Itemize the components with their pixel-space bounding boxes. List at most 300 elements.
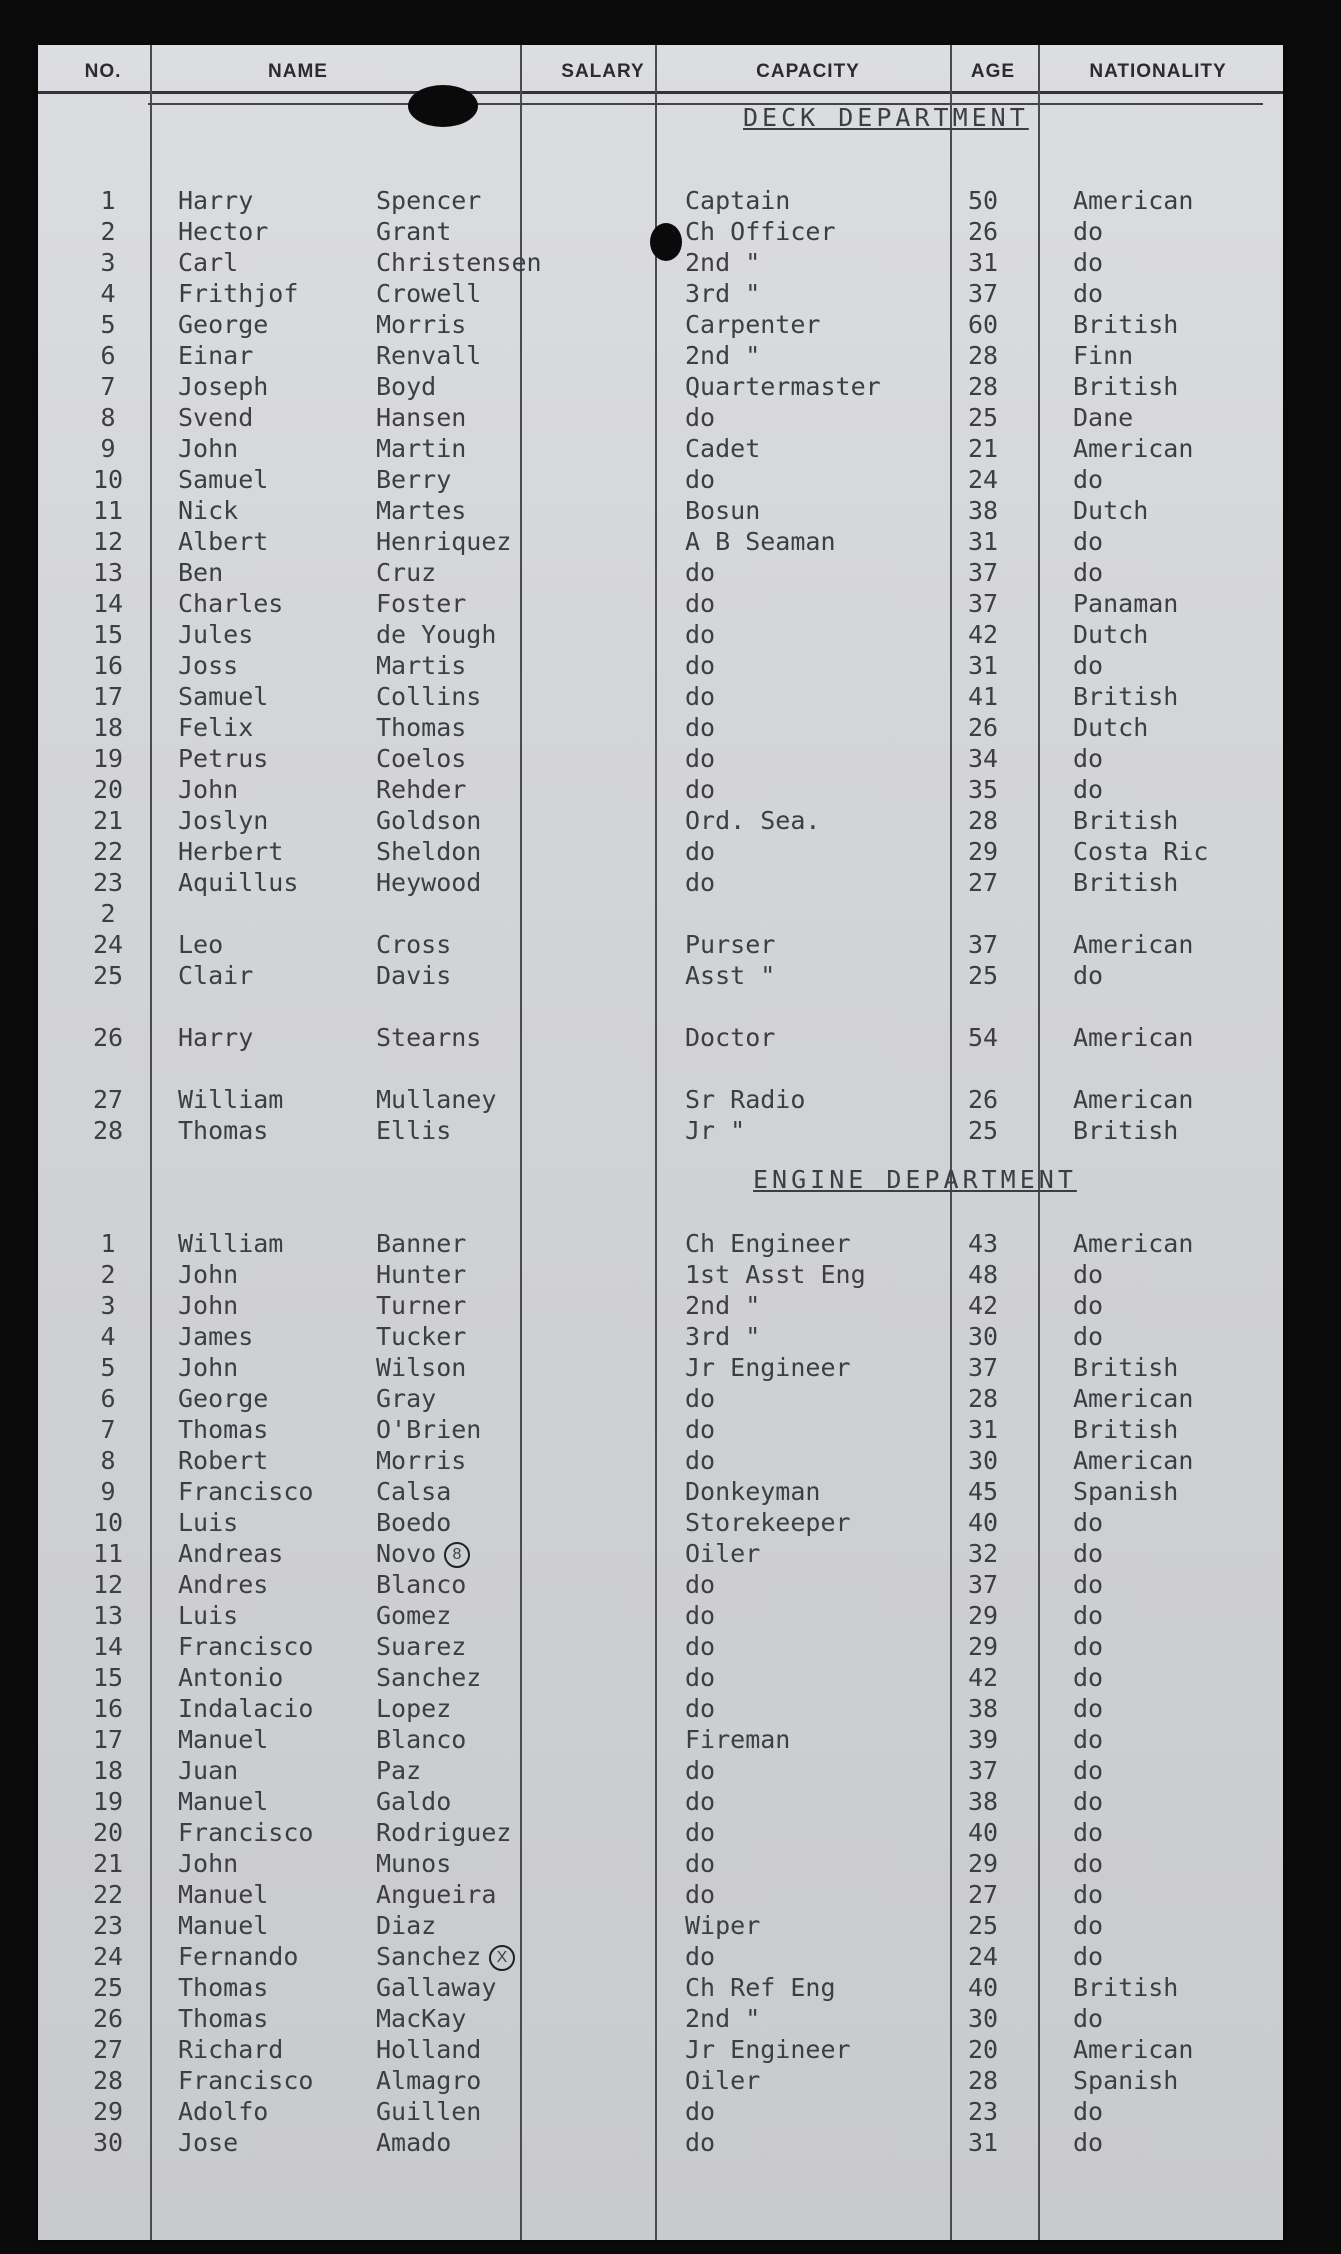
last-name: Tucker bbox=[376, 1322, 467, 1351]
age: 32 bbox=[967, 1539, 999, 1568]
last-name: Banner bbox=[376, 1229, 467, 1258]
table-row bbox=[38, 340, 1283, 371]
crew-number: 3 bbox=[100, 248, 116, 277]
header-name: NAME bbox=[268, 61, 328, 82]
nationality: do bbox=[1073, 2004, 1104, 2033]
table-row bbox=[38, 1115, 1283, 1146]
table-row bbox=[38, 712, 1283, 743]
last-name: Heywood bbox=[376, 868, 482, 897]
first-name: William bbox=[178, 1229, 284, 1258]
age: 42 bbox=[967, 1291, 999, 1320]
table-row bbox=[38, 1724, 1283, 1755]
first-name: Luis bbox=[178, 1508, 239, 1537]
last-name: Cruz bbox=[376, 558, 437, 587]
first-name: Antonio bbox=[178, 1663, 284, 1692]
crew-number: 22 bbox=[92, 1880, 124, 1909]
table-row bbox=[38, 433, 1283, 464]
crew-number: 13 bbox=[92, 558, 124, 587]
capacity: do bbox=[685, 1663, 716, 1692]
last-name: Christensen bbox=[376, 248, 542, 277]
capacity: do bbox=[685, 837, 716, 866]
age: 29 bbox=[967, 837, 999, 866]
age: 30 bbox=[967, 2004, 999, 2033]
last-name: Morris bbox=[376, 1446, 467, 1475]
nationality: do bbox=[1073, 961, 1104, 990]
nationality: do bbox=[1073, 2128, 1104, 2157]
crew-number: 21 bbox=[92, 806, 124, 835]
table-row bbox=[38, 2065, 1283, 2096]
header-rule bbox=[38, 91, 1283, 94]
first-name: Aquillus bbox=[178, 868, 299, 897]
capacity: do bbox=[685, 1942, 716, 1971]
table-row bbox=[38, 1084, 1283, 1115]
capacity: do bbox=[685, 2097, 716, 2126]
nationality: do bbox=[1073, 1539, 1104, 1568]
capacity: Carpenter bbox=[685, 310, 821, 339]
crew-number: 7 bbox=[100, 1415, 116, 1444]
table-row bbox=[38, 960, 1283, 991]
last-name: Gray bbox=[376, 1384, 437, 1413]
crew-number: 5 bbox=[100, 310, 116, 339]
first-name: William bbox=[178, 1085, 284, 1114]
last-name: Cross bbox=[376, 930, 452, 959]
capacity: 3rd " bbox=[685, 279, 761, 308]
age: 30 bbox=[967, 1446, 999, 1475]
age: 42 bbox=[967, 1663, 999, 1692]
nationality: do bbox=[1073, 1632, 1104, 1661]
first-name: James bbox=[178, 1322, 254, 1351]
age: 26 bbox=[967, 713, 999, 742]
crew-number: 20 bbox=[92, 1818, 124, 1847]
age: 35 bbox=[967, 775, 999, 804]
table-row bbox=[38, 1383, 1283, 1414]
first-name: Thomas bbox=[178, 2004, 269, 2033]
table-row bbox=[38, 2127, 1283, 2158]
capacity: do bbox=[685, 1818, 716, 1847]
first-name: Joseph bbox=[178, 372, 269, 401]
table-row bbox=[38, 929, 1283, 960]
nationality: do bbox=[1073, 1787, 1104, 1816]
capacity: do bbox=[685, 558, 716, 587]
header-rule-secondary bbox=[148, 103, 1263, 105]
capacity: do bbox=[685, 1601, 716, 1630]
age: 60 bbox=[967, 310, 999, 339]
capacity: Oiler bbox=[685, 1539, 761, 1568]
table-row bbox=[38, 402, 1283, 433]
table-row bbox=[38, 216, 1283, 247]
nationality: do bbox=[1073, 1508, 1104, 1537]
age: 24 bbox=[967, 465, 999, 494]
last-name: Almagro bbox=[376, 2066, 482, 2095]
age: 38 bbox=[967, 1694, 999, 1723]
crew-number: 11 bbox=[92, 1539, 124, 1568]
capacity: do bbox=[685, 651, 716, 680]
capacity: Storekeeper bbox=[685, 1508, 851, 1537]
first-name: Adolfo bbox=[178, 2097, 269, 2126]
last-name: Amado bbox=[376, 2128, 452, 2157]
crew-number: 12 bbox=[92, 1570, 124, 1599]
age: 31 bbox=[967, 248, 999, 277]
table-row bbox=[38, 1910, 1283, 1941]
nationality: Panaman bbox=[1073, 589, 1179, 618]
table-row bbox=[38, 1755, 1283, 1786]
age: 29 bbox=[967, 1632, 999, 1661]
last-name: Martis bbox=[376, 651, 467, 680]
age: 37 bbox=[967, 1353, 999, 1382]
age: 28 bbox=[967, 341, 999, 370]
nationality: do bbox=[1073, 1880, 1104, 1909]
nationality: do bbox=[1073, 1322, 1104, 1351]
last-name: Rehder bbox=[376, 775, 467, 804]
table-row bbox=[38, 1662, 1283, 1693]
crew-number: 24 bbox=[92, 1942, 124, 1971]
table-row bbox=[38, 185, 1283, 216]
first-name: George bbox=[178, 1384, 269, 1413]
capacity: A B Seaman bbox=[685, 527, 836, 556]
age: 38 bbox=[967, 1787, 999, 1816]
nationality: do bbox=[1073, 1725, 1104, 1754]
crew-number: 13 bbox=[92, 1601, 124, 1630]
crew-number: 9 bbox=[100, 1477, 116, 1506]
first-name: Thomas bbox=[178, 1415, 269, 1444]
crew-number: 18 bbox=[92, 713, 124, 742]
nationality: Finn bbox=[1073, 341, 1134, 370]
nationality: British bbox=[1073, 1415, 1179, 1444]
capacity: Quartermaster bbox=[685, 372, 881, 401]
crew-list-page bbox=[38, 45, 1283, 2240]
crew-number: 14 bbox=[92, 1632, 124, 1661]
first-name: Thomas bbox=[178, 1973, 269, 2002]
crew-number: 6 bbox=[100, 1384, 116, 1413]
crew-number: 22 bbox=[92, 837, 124, 866]
last-name: Goldson bbox=[376, 806, 482, 835]
capacity: do bbox=[685, 1446, 716, 1475]
nationality: American bbox=[1073, 186, 1194, 215]
age: 37 bbox=[967, 930, 999, 959]
first-name: Samuel bbox=[178, 465, 269, 494]
table-row bbox=[38, 278, 1283, 309]
circled-mark: X bbox=[489, 1945, 515, 1971]
table-row bbox=[38, 1053, 1283, 1084]
table-row bbox=[38, 619, 1283, 650]
nationality: do bbox=[1073, 248, 1104, 277]
last-name: Martin bbox=[376, 434, 467, 463]
capacity: do bbox=[685, 1415, 716, 1444]
first-name: Manuel bbox=[178, 1725, 269, 1754]
capacity: do bbox=[685, 620, 716, 649]
nationality: do bbox=[1073, 651, 1104, 680]
nationality: do bbox=[1073, 744, 1104, 773]
table-row bbox=[38, 1848, 1283, 1879]
header-age: AGE bbox=[970, 61, 1016, 82]
first-name: Petrus bbox=[178, 744, 269, 773]
age: 40 bbox=[967, 1818, 999, 1847]
table-row bbox=[38, 1972, 1283, 2003]
crew-number: 9 bbox=[100, 434, 116, 463]
last-name: Hunter bbox=[376, 1260, 467, 1289]
last-name: Davis bbox=[376, 961, 452, 990]
nationality: Dutch bbox=[1073, 620, 1149, 649]
age: 26 bbox=[967, 217, 999, 246]
first-name: John bbox=[178, 1260, 239, 1289]
header-salary: SALARY bbox=[561, 61, 645, 82]
age: 34 bbox=[967, 744, 999, 773]
table-row bbox=[38, 898, 1283, 929]
capacity: do bbox=[685, 1756, 716, 1785]
nationality: American bbox=[1073, 1446, 1194, 1475]
table-row bbox=[38, 1941, 1283, 1972]
age: 38 bbox=[967, 496, 999, 525]
nationality: do bbox=[1073, 527, 1104, 556]
crew-number: 20 bbox=[92, 775, 124, 804]
last-name: Crowell bbox=[376, 279, 482, 308]
table-row bbox=[38, 1321, 1283, 1352]
nationality: British bbox=[1073, 310, 1179, 339]
crew-number: 4 bbox=[100, 1322, 116, 1351]
age: 40 bbox=[967, 1508, 999, 1537]
crew-number: 2 bbox=[100, 217, 116, 246]
crew-number: 14 bbox=[92, 589, 124, 618]
table-row bbox=[38, 464, 1283, 495]
age: 31 bbox=[967, 527, 999, 556]
age: 37 bbox=[967, 1756, 999, 1785]
crew-number: 25 bbox=[92, 1973, 124, 2002]
first-name: Harry bbox=[178, 1023, 254, 1052]
table-row bbox=[38, 1507, 1283, 1538]
nationality: British bbox=[1073, 1353, 1179, 1382]
table-row bbox=[38, 1290, 1283, 1321]
last-name: Sanchez bbox=[376, 1942, 482, 1971]
ink-blot bbox=[408, 85, 478, 127]
first-name: Francisco bbox=[178, 1818, 314, 1847]
table-row bbox=[38, 1414, 1283, 1445]
crew-number: 26 bbox=[92, 2004, 124, 2033]
first-name: Thomas bbox=[178, 1116, 269, 1145]
nationality: American bbox=[1073, 1229, 1194, 1258]
first-name: Frithjof bbox=[178, 279, 299, 308]
age: 25 bbox=[967, 403, 999, 432]
crew-number: 6 bbox=[100, 341, 116, 370]
age: 37 bbox=[967, 558, 999, 587]
nationality: British bbox=[1073, 868, 1179, 897]
nationality: British bbox=[1073, 806, 1179, 835]
first-name: Luis bbox=[178, 1601, 239, 1630]
table-row bbox=[38, 371, 1283, 402]
table-row bbox=[38, 991, 1283, 1022]
last-name: Sheldon bbox=[376, 837, 482, 866]
last-name: Novo bbox=[376, 1539, 437, 1568]
crew-number: 19 bbox=[92, 1787, 124, 1816]
last-name: Mullaney bbox=[376, 1085, 497, 1114]
first-name: Felix bbox=[178, 713, 254, 742]
last-name: Calsa bbox=[376, 1477, 452, 1506]
first-name: Einar bbox=[178, 341, 254, 370]
engine-department-title: ENGINE DEPARTMENT bbox=[753, 1165, 1077, 1194]
table-row bbox=[38, 2003, 1283, 2034]
nationality: do bbox=[1073, 1818, 1104, 1847]
age: 26 bbox=[967, 1085, 999, 1114]
table-row bbox=[38, 557, 1283, 588]
crew-number: 16 bbox=[92, 651, 124, 680]
first-name: Andreas bbox=[178, 1539, 284, 1568]
crew-number: 27 bbox=[92, 2035, 124, 2064]
table-row bbox=[38, 1476, 1283, 1507]
capacity: 2nd " bbox=[685, 248, 761, 277]
first-name: Manuel bbox=[178, 1880, 269, 1909]
crew-number: 17 bbox=[92, 1725, 124, 1754]
capacity: do bbox=[685, 713, 716, 742]
nationality: British bbox=[1073, 1116, 1179, 1145]
last-name: Turner bbox=[376, 1291, 467, 1320]
first-name: Francisco bbox=[178, 1477, 314, 1506]
crew-number: 3 bbox=[100, 1291, 116, 1320]
age: 29 bbox=[967, 1601, 999, 1630]
last-name: Gomez bbox=[376, 1601, 452, 1630]
capacity: 2nd " bbox=[685, 341, 761, 370]
age: 37 bbox=[967, 589, 999, 618]
capacity: do bbox=[685, 403, 716, 432]
first-name: John bbox=[178, 1353, 239, 1382]
last-name: Coelos bbox=[376, 744, 467, 773]
crew-number: 4 bbox=[100, 279, 116, 308]
age: 21 bbox=[967, 434, 999, 463]
table-row bbox=[38, 836, 1283, 867]
crew-number: 10 bbox=[92, 465, 124, 494]
first-name: Hector bbox=[178, 217, 269, 246]
table-row bbox=[38, 1631, 1283, 1662]
age: 28 bbox=[967, 372, 999, 401]
last-name: Ellis bbox=[376, 1116, 452, 1145]
first-name: Carl bbox=[178, 248, 239, 277]
circled-mark: 8 bbox=[444, 1542, 470, 1568]
age: 41 bbox=[967, 682, 999, 711]
last-name: Thomas bbox=[376, 713, 467, 742]
capacity: do bbox=[685, 1570, 716, 1599]
age: 24 bbox=[967, 1942, 999, 1971]
nationality: Dane bbox=[1073, 403, 1134, 432]
capacity: do bbox=[685, 1384, 716, 1413]
first-name: Samuel bbox=[178, 682, 269, 711]
first-name: Robert bbox=[178, 1446, 269, 1475]
nationality: Dutch bbox=[1073, 713, 1149, 742]
nationality: do bbox=[1073, 2097, 1104, 2126]
age: 43 bbox=[967, 1229, 999, 1258]
nationality: American bbox=[1073, 1384, 1194, 1413]
capacity: Jr Engineer bbox=[685, 1353, 851, 1382]
nationality: do bbox=[1073, 558, 1104, 587]
age: 23 bbox=[967, 2097, 999, 2126]
first-name: Herbert bbox=[178, 837, 284, 866]
last-name: Renvall bbox=[376, 341, 482, 370]
nationality: American bbox=[1073, 930, 1194, 959]
first-name: Indalacio bbox=[178, 1694, 314, 1723]
first-name: Jose bbox=[178, 2128, 239, 2157]
first-name: John bbox=[178, 434, 239, 463]
table-row bbox=[38, 1445, 1283, 1476]
table-row bbox=[38, 1600, 1283, 1631]
last-name: Holland bbox=[376, 2035, 482, 2064]
nationality: do bbox=[1073, 1663, 1104, 1692]
nationality: Dutch bbox=[1073, 496, 1149, 525]
crew-number: 10 bbox=[92, 1508, 124, 1537]
crew-number: 15 bbox=[92, 620, 124, 649]
age: 20 bbox=[967, 2035, 999, 2064]
capacity: do bbox=[685, 1694, 716, 1723]
first-name: Nick bbox=[178, 496, 239, 525]
age: 25 bbox=[967, 961, 999, 990]
age: 50 bbox=[967, 186, 999, 215]
capacity: Jr Engineer bbox=[685, 2035, 851, 2064]
capacity: Ch Engineer bbox=[685, 1229, 851, 1258]
nationality: do bbox=[1073, 1942, 1104, 1971]
crew-number: 26 bbox=[92, 1023, 124, 1052]
age: 28 bbox=[967, 2066, 999, 2095]
capacity: do bbox=[685, 589, 716, 618]
capacity: Wiper bbox=[685, 1911, 761, 1940]
capacity: 1st Asst Eng bbox=[685, 1260, 866, 1289]
table-row bbox=[38, 1786, 1283, 1817]
capacity: 3rd " bbox=[685, 1322, 761, 1351]
capacity: do bbox=[685, 775, 716, 804]
last-name: Morris bbox=[376, 310, 467, 339]
table-row bbox=[38, 588, 1283, 619]
capacity: do bbox=[685, 2128, 716, 2157]
crew-number: 28 bbox=[92, 2066, 124, 2095]
crew-number: 1 bbox=[100, 186, 116, 215]
capacity: do bbox=[685, 1880, 716, 1909]
crew-number: 19 bbox=[92, 744, 124, 773]
last-name: Grant bbox=[376, 217, 452, 246]
age: 27 bbox=[967, 868, 999, 897]
table-row bbox=[38, 1879, 1283, 1910]
last-name: Paz bbox=[376, 1756, 422, 1785]
age: 37 bbox=[967, 1570, 999, 1599]
crew-number: 16 bbox=[92, 1694, 124, 1723]
capacity: do bbox=[685, 1787, 716, 1816]
first-name: Jules bbox=[178, 620, 254, 649]
last-name: Gallaway bbox=[376, 1973, 497, 2002]
table-row bbox=[38, 309, 1283, 340]
crew-number: 2 bbox=[100, 899, 116, 928]
last-name: Boedo bbox=[376, 1508, 452, 1537]
crew-number: 1 bbox=[100, 1229, 116, 1258]
crew-number: 2 bbox=[100, 1260, 116, 1289]
table-row bbox=[38, 1817, 1283, 1848]
last-name: de Yough bbox=[376, 620, 497, 649]
nationality: British bbox=[1073, 682, 1179, 711]
crew-number: 21 bbox=[92, 1849, 124, 1878]
capacity: do bbox=[685, 868, 716, 897]
table-row bbox=[38, 2096, 1283, 2127]
table-row bbox=[38, 1022, 1283, 1053]
capacity: Donkeyman bbox=[685, 1477, 821, 1506]
first-name: John bbox=[178, 775, 239, 804]
table-row bbox=[38, 805, 1283, 836]
last-name: Guillen bbox=[376, 2097, 482, 2126]
nationality: Costa Ric bbox=[1073, 837, 1209, 866]
table-row bbox=[38, 681, 1283, 712]
crew-number: 15 bbox=[92, 1663, 124, 1692]
capacity: do bbox=[685, 1632, 716, 1661]
capacity: do bbox=[685, 465, 716, 494]
capacity: 2nd " bbox=[685, 1291, 761, 1320]
capacity: do bbox=[685, 682, 716, 711]
age: 27 bbox=[967, 1880, 999, 1909]
age: 29 bbox=[967, 1849, 999, 1878]
last-name: Sanchez bbox=[376, 1663, 482, 1692]
nationality: Spanish bbox=[1073, 2066, 1179, 2095]
nationality: do bbox=[1073, 465, 1104, 494]
